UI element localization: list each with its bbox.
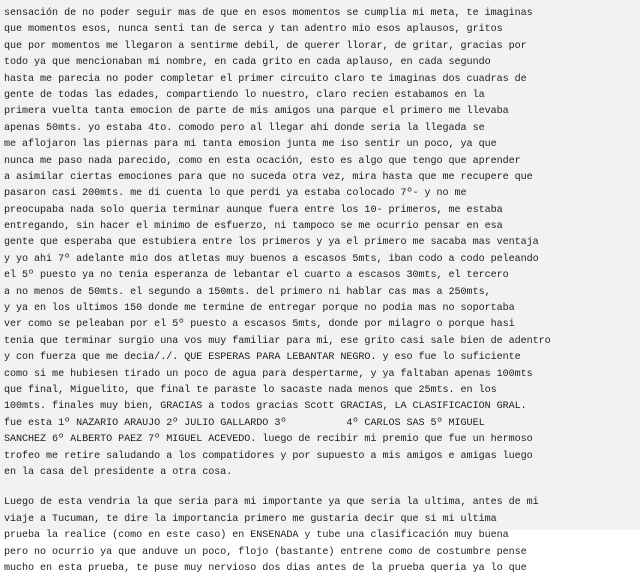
text-line: preocupaba nada solo queria terminar aunque fuera entre los 10- primeros, me estaba [4,204,503,216]
text-line: todo ya que mencionaban mi nombre, en cada grito en cada aplauso, en cada segundo [4,57,491,69]
text-line: a asimilar ciertas emociones para que no suceda otra vez, mira hasta que me recupere que [4,171,533,183]
text-line: pero no ocurrio ya que anduve un poco, flojo (bastante) entrene como de costumbre pense [4,546,527,558]
text-line: Luego de esta vendria la que seria para mi importante ya que seria la ultima, antes de mi [4,497,539,509]
text-line: a no menos de 50mts. el segundo a 150mts. del primero ni hablar cas mas a 250mts, [4,286,491,298]
text-line: SANCHEZ 6º ALBERTO PAEZ 7º MIGUEL ACEVEDO. luego de recibir mi premio que fue un hermoso [4,434,533,446]
text-line: apenas 50mts. yo estaba 4to. comodo pero al llegar ahi donde seria la llegada se [4,122,485,134]
text-line: tenia que terminar surgio una vos muy familiar para mi, ese grito casi sale bien de adentro [4,335,551,347]
text-line: pasaron casi 200mts. me di cuenta lo que perdi ya estaba colocado 7º- y no me [4,188,467,200]
text-line: gente de todas las edades, compartiendo lo nuestro, claro recien estabamos en la [4,89,485,101]
text-line: hasta me parecia no poder completar el primer circuito claro te imaginas dos cuadras de [4,73,527,85]
text-line: sensación de no poder seguir mas de que en esos momentos se cumplia mi meta, te imaginas [4,8,533,19]
text-line: y ya en los ultimos 150 donde me termine de entregar porque no podia mas no soportaba [4,303,515,315]
text-line: entregando, sin hacer el minimo de esfuerzo, ni tampoco se me ocurrio pensar en esa [4,221,503,233]
text-line: que por momentos me llegaron a sentirme debil, de querer llorar, de gritar, gracias por [4,40,527,52]
text-line: que final, Miguelito, que final te paraste lo sacaste nada menos que 25mts. en los [4,384,497,396]
letter-body [4,6,636,577]
text-line: el 5º puesto ya no tenia esperanza de lebantar el cuarto a escasos 30mts, el tercero [4,270,509,282]
text-line: en la casa del presidente a otra cosa. [4,466,233,478]
paragraph-gap [4,481,636,495]
text-line: 100mts. finales muy bien, GRACIAS a todos gracias Scott GRACIAS, LA CLASIFICACION GRAL. [4,401,527,413]
text-line: mucho en esta prueba, te puse muy nervioso dos dias antes de la prueba queria ya lo que [4,562,527,574]
text-line: primera vuelta tanta emocion de parte de mis amigos una parque el primero me llevaba [4,106,509,118]
text-line: y con fuerza que me decia/./. QUE ESPERAS PARA LEBANTAR NEGRO. y eso fue lo suficiente [4,352,521,364]
text-line: viaje a Tucuman, te dire la importancia primero me gustaria decir que si mi ultima [4,513,497,525]
text-line: prueba la realice (como en este caso) en ENSENADA y tube una clasificación muy buena [4,530,509,542]
text-line: como si me hubiesen tirado un poco de agua para despertarme, y ya faltaban apenas 100mts [4,368,533,380]
text-line: gente que esperaba que estubiera entre los primeros y ya el primero me sacaba mas ventaja [4,237,539,249]
text-line: y yo ahi 7º adelante mio dos atletas muy buenos a escasos 5mts, iban codo a codo peleando [4,253,539,265]
text-line: trofeo me retire saludando a los compatidores y por supuesto a mis amigos e amigas luego [4,450,533,462]
text-line: nunca me paso nada parecido, como en esta ocación, esto es algo que tengo que aprender [4,155,521,167]
text-line: que momentos esos, nunca senti tan de serca y tan adentro mio esos aplausos, gritos [4,24,503,36]
text-line: ver como se peleaban por el 5º puesto a escasos 5mts, donde por milagro o porque hasi [4,319,515,331]
text-line: me aflojaron las piernas para mi tanta emosion junta me iso sentir un poco, ya que [4,139,497,151]
text-line: fue esta 1º NAZARIO ARAUJO 2º JULIO GALLARDO 3º 4º CARLOS SAS 5º MIGUEL [4,417,485,429]
